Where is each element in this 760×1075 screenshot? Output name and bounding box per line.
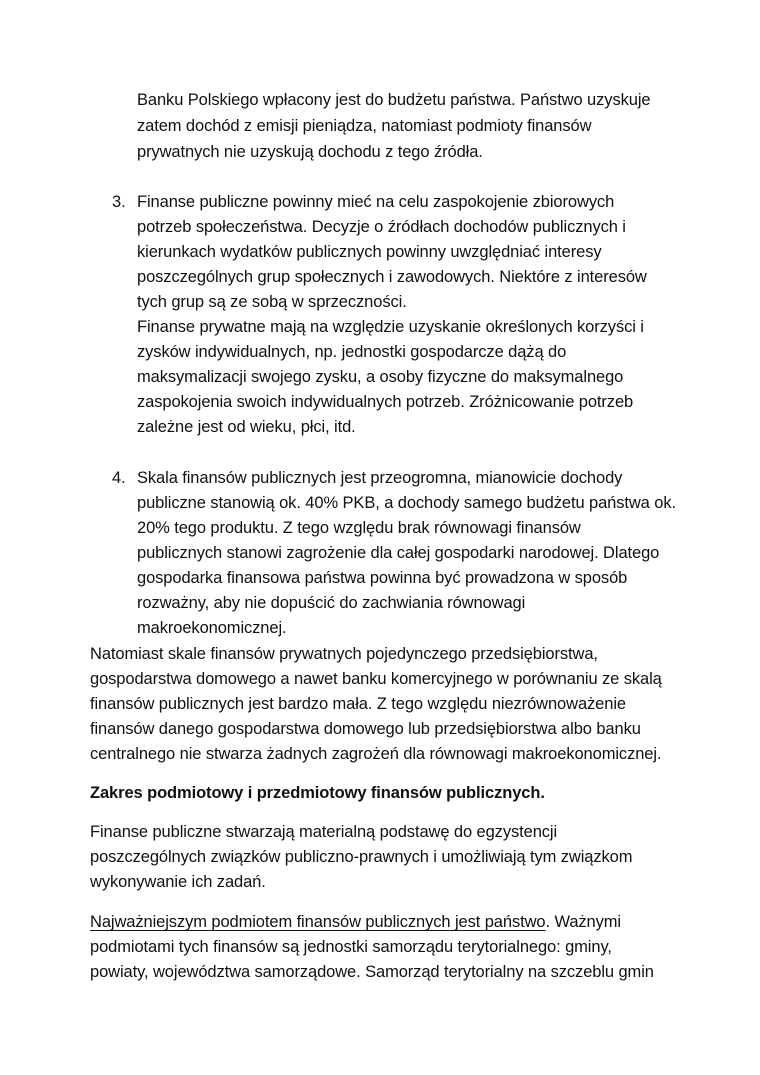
item-3-line-1: Finanse publiczne powinny mieć na celu zaspokojenie zbiorowych — [137, 193, 615, 211]
material-line-1: Finanse publiczne stwarzają materialną podstawę do egzystencji — [90, 823, 558, 841]
item-3-line-8: maksymalizacji swojego zysku, a osoby fizyczne do maksymalnego — [137, 368, 624, 386]
item-4-line-7: makroekonomicznej. — [137, 619, 287, 637]
subjects-line-3: powiaty, województwa samorządowe. Samorząd terytorialny na szczeblu gmin — [90, 963, 654, 981]
underlined-statement: Najważniejszym podmiotem finansów publicznych jest państwo — [90, 913, 546, 931]
item-3-line-4: poszczególnych grup społecznych i zawodowych. Niektóre z interesów — [137, 268, 647, 286]
item-4-line-5: gospodarka finansowa państwa powinna być prowadzona w sposób — [137, 569, 628, 587]
private-scale-line-3: finansów publicznych jest bardzo mała. Z tego względu niezrównoważenie — [90, 695, 626, 713]
private-scale-line-5: centralnego nie stwarza żadnych zagrożeń dla równowagi makroekonomicznej. — [90, 745, 662, 763]
item-3-line-6: Finanse prywatne mają na względzie uzyskanie określonych korzyści i — [137, 318, 644, 336]
item-3-line-2: potrzeb społeczeństwa. Decyzje o źródłach dochodów publicznych i — [137, 218, 626, 236]
item-3-line-5: tych grup są ze sobą w sprzeczności. — [137, 293, 407, 311]
subjects-line-1-rest: . Ważnymi — [545, 913, 621, 931]
subjects-line-2: podmiotami tych finansów są jednostki samorządu terytorialnego: gminy, — [90, 938, 612, 956]
subjects-line-1 — [90, 910, 621, 935]
item-4-line-3: 20% tego produktu. Z tego względu brak równowagi finansów — [137, 519, 581, 537]
item-4-line-1: Skala finansów publicznych jest przeogromna, mianowicie dochody — [137, 469, 623, 487]
private-scale-line-2: gospodarstwa domowego a nawet banku komercyjnego w porównaniu ze skalą — [90, 670, 662, 688]
item-3-line-10: zależne jest od wieku, płci, itd. — [137, 418, 356, 436]
item-4-line-6: rozważny, aby nie dopuścić do zachwiania równowagi — [137, 594, 526, 612]
intro-line-3: prywatnych nie uzyskują dochodu z tego źródła. — [137, 143, 483, 161]
intro-line-1: Banku Polskiego wpłacony jest do budżetu państwa. Państwo uzyskuje — [137, 91, 651, 109]
material-line-2: poszczególnych związków publiczno-prawnych i umożliwiają tym związkom — [90, 848, 633, 866]
private-scale-line-4: finansów danego gospodarstwa domowego lub przedsiębiorstwa albo banku — [90, 720, 641, 738]
item-3-line-7: zysków indywidualnych, np. jednostki gospodarcze dążą do — [137, 343, 567, 361]
section-heading: Zakres podmiotowy i przedmiotowy finansów publicznych. — [90, 784, 545, 802]
intro-line-2: zatem dochód z emisji pieniądza, natomiast podmioty finansów — [137, 117, 592, 135]
material-line-3: wykonywanie ich zadań. — [90, 873, 266, 891]
item-4-number: 4. — [112, 469, 126, 487]
item-3-line-3: kierunkach wydatków publicznych powinny uwzględniać interesy — [137, 243, 602, 261]
item-3-line-9: zaspokojenia swoich indywidualnych potrzeb. Zróżnicowanie potrzeb — [137, 393, 634, 411]
item-4-line-4: publicznych stanowi zagrożenie dla całej gospodarki narodowej. Dlatego — [137, 544, 660, 562]
item-3-number: 3. — [112, 193, 126, 211]
private-scale-line-1: Natomiast skale finansów prywatnych pojedynczego przedsiębiorstwa, — [90, 645, 598, 663]
item-4-line-2: publiczne stanowią ok. 40% PKB, a dochody samego budżetu państwa ok. — [137, 494, 676, 512]
